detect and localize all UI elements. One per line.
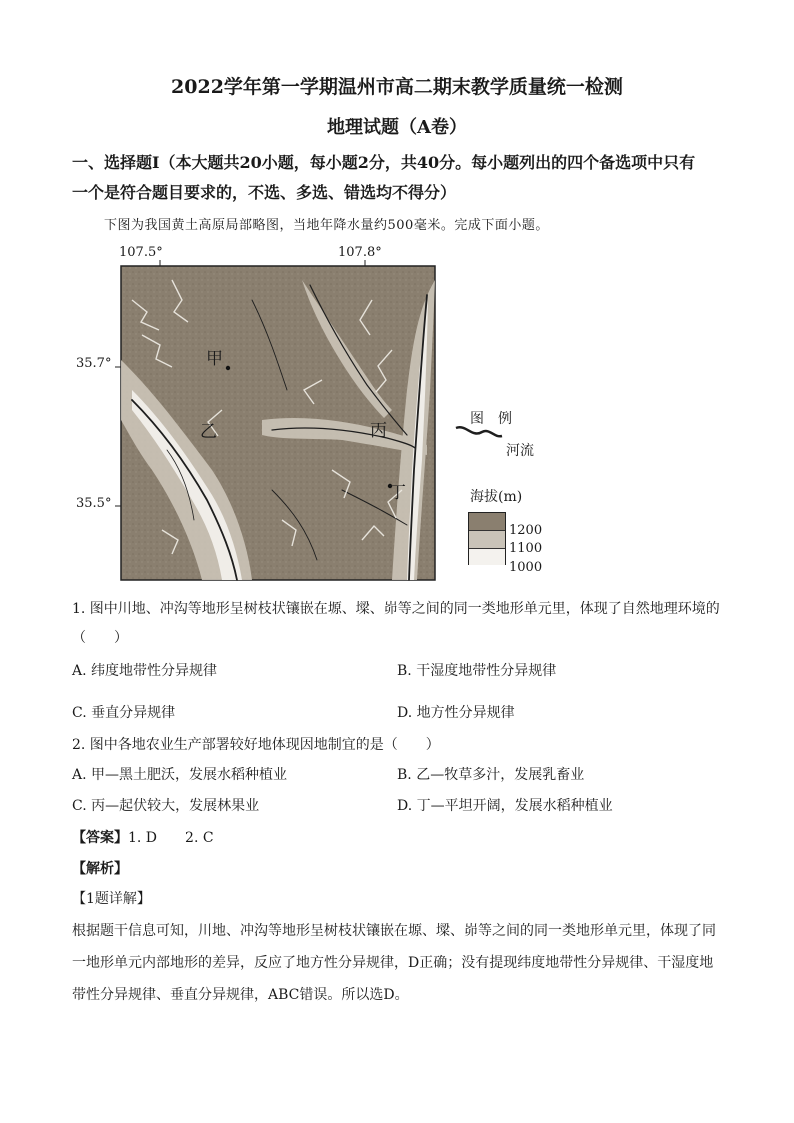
explanation-line-1: 根据题干信息可知，川地、冲沟等地形呈树枝状镶嵌在塬、墚、峁等之间的同一类地形单元里，体现了同 (72, 923, 716, 939)
analysis-tag: 【解析】 (72, 861, 128, 877)
question-2-option-d: D. 丁—平坦开阔，发展水稻种植业 (397, 798, 613, 814)
question-1-option-a: A. 纬度地带性分异规律 (72, 663, 218, 679)
legend-river-label: 河流 (506, 443, 534, 459)
question-1-stem: 1. 图中川地、冲沟等地形呈树枝状镶嵌在塬、墚、峁等之间的同一类地形单元里，体现了自然地理环境的 (72, 601, 720, 617)
legend-elevation-label: 海拔(m) (470, 489, 523, 505)
place-label-yi: 乙 (200, 422, 217, 442)
answer-tag: 【答案】 (72, 830, 128, 846)
exam-title: 2022学年第一学期温州市高二期末教学质量统一检测 (171, 76, 623, 98)
explanation-line-2: 一地形单元内部地形的差异，反应了地方性分异规律，D正确；没有提现纬度地带性分异规律、干湿度地 (72, 955, 714, 971)
legend-level-1200: 1200 (509, 523, 543, 538)
question-2-option-a: A. 甲—黑土肥沃，发展水稻种植业 (72, 767, 288, 783)
question-intro: 下图为我国黄土高原局部略图，当地年降水量约500毫米。完成下面小题。 (104, 218, 549, 233)
river-legend-icon (452, 416, 512, 446)
place-label-ding: 丁 (389, 483, 406, 503)
place-label-bing: 丙 (370, 421, 387, 441)
question-1-option-d: D. 地方性分异规律 (397, 705, 515, 721)
section-instruction-line1: 一、选择题Ⅰ（本大题共20小题，每小题2分，共40分。每小题列出的四个备选项中只有 (72, 153, 696, 172)
question-1-option-b: B. 干湿度地带性分异规律 (397, 663, 557, 679)
question-2-option-c: C. 丙—起伏较大，发展林果业 (72, 798, 260, 814)
detail-tag: 【1题详解】 (72, 891, 151, 907)
answer-text: 1. D 2. C (128, 830, 214, 846)
jia-point-marker (226, 366, 230, 370)
question-1-option-c: C. 垂直分异规律 (72, 705, 176, 721)
latitude-top-label: 35.7° (76, 356, 112, 371)
explanation-line-3: 带性分异规律、垂直分异规律，ABC错误。所以选D。 (72, 987, 409, 1003)
exam-subtitle: 地理试题（A卷） (327, 117, 467, 138)
question-2-stem: 2. 图中各地农业生产部署较好地体现因地制宜的是（ ） (72, 737, 440, 753)
answer-line (72, 827, 214, 847)
legend-title: 图 例 (470, 411, 512, 427)
longitude-left-label: 107.5° (119, 245, 163, 260)
latitude-bottom-label: 35.5° (76, 496, 112, 511)
legend-level-1100: 1100 (509, 541, 543, 556)
section-instruction-line2: 一个是符合题目要求的，不选、多选、错选均不得分） (72, 183, 457, 202)
elevation-legend-swatches (468, 512, 506, 565)
legend-level-1000: 1000 (509, 560, 543, 575)
loess-plateau-map (72, 240, 562, 590)
longitude-right-label: 107.8° (338, 245, 382, 260)
question-1-stem-cont: （ ） (72, 630, 128, 646)
question-2-option-b: B. 乙—牧草多汁，发展乳畜业 (397, 767, 585, 783)
place-label-jia: 甲 (206, 349, 223, 369)
